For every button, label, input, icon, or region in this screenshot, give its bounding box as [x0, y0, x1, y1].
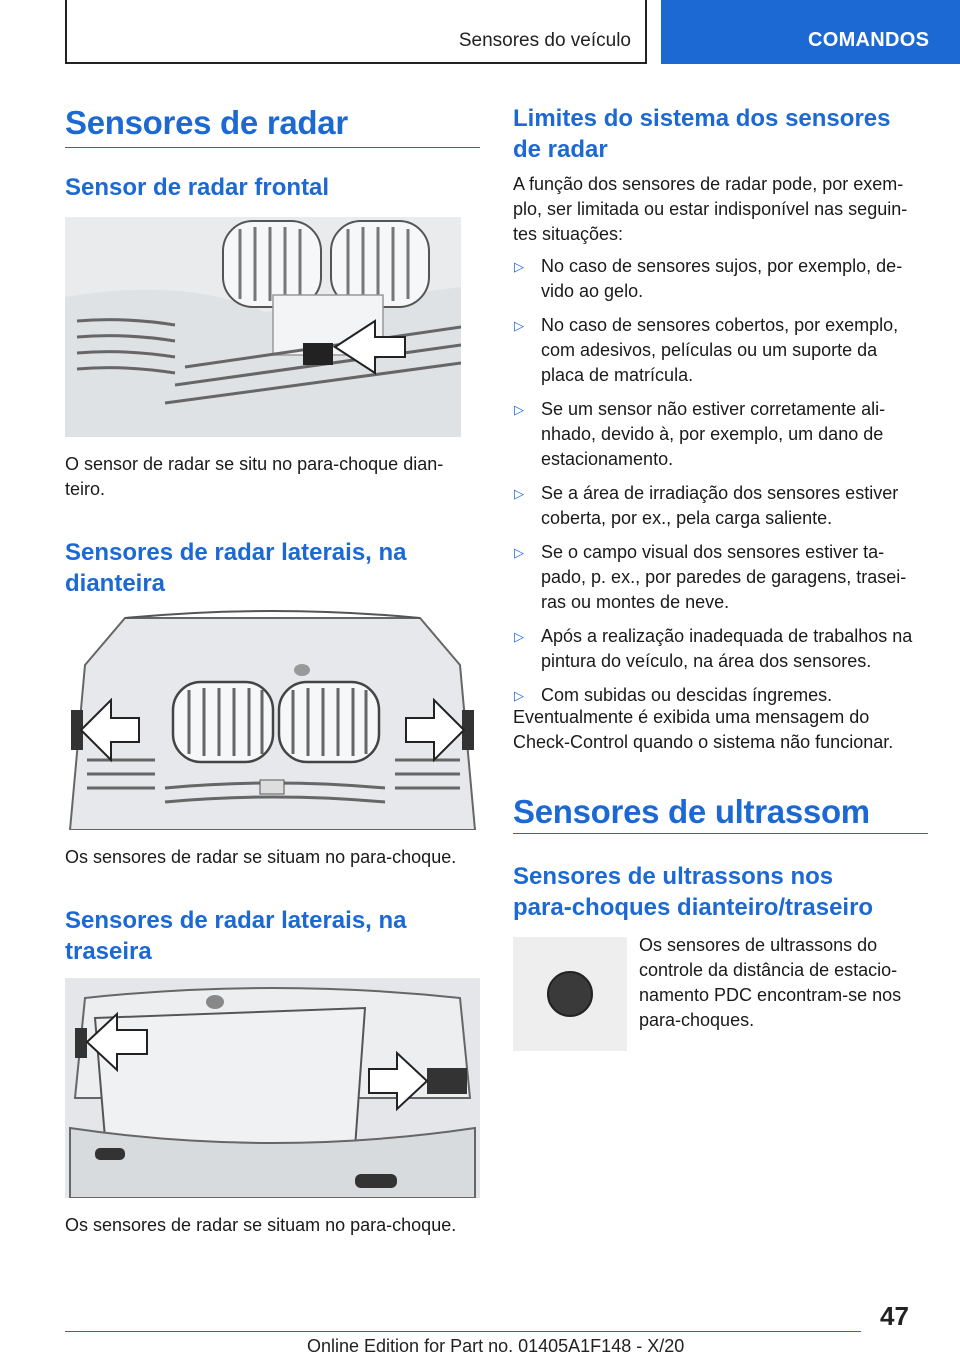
- list-item: [513, 397, 929, 472]
- item-line: coberta, por ex., pela carga saliente.: [541, 508, 833, 528]
- caption-front-radar: [65, 452, 443, 502]
- heading-line: dianteira: [65, 570, 166, 597]
- heading-line: Sensores de radar laterais, na: [65, 907, 407, 934]
- item-line: No caso de sensores cobertos, por exemplo,: [541, 315, 899, 335]
- bullet-triangle-icon: ▷: [514, 629, 524, 644]
- item-line: estacionamento.: [541, 449, 674, 469]
- list-item: [513, 254, 929, 304]
- item-line: Se um sensor não estiver corretamente ali-: [541, 399, 886, 419]
- list-item: [513, 540, 929, 615]
- front-radar-image: [65, 217, 461, 437]
- bullet-triangle-icon: ▷: [514, 486, 524, 501]
- heading-line: para-choques dianteiro/traseiro: [513, 894, 874, 921]
- text-line: para-choques.: [639, 1010, 755, 1030]
- item-line: nhado, devido à, por exemplo, um dano de: [541, 424, 884, 444]
- item-line: ras ou montes de neve.: [541, 592, 730, 612]
- ultrasound-text: [639, 933, 901, 1033]
- intro-line: tes situações:: [513, 224, 624, 244]
- title-ultrasound-sensors: Sensores de ultrassom: [513, 793, 870, 830]
- heading-rear-side-radar: [65, 905, 407, 967]
- rear-side-radar-image: [65, 978, 480, 1198]
- item-line: placa de matrícula.: [541, 365, 694, 385]
- heading-line: Sensores de radar laterais, na: [65, 539, 407, 566]
- heading-line: Limites do sistema dos sensores: [513, 105, 891, 132]
- outro-line: Check-Control quando o sistema não funcionar.: [513, 732, 894, 752]
- item-line: No caso de sensores sujos, por exemplo, de-: [541, 256, 903, 276]
- limits-outro: [513, 705, 893, 755]
- heading-front-side-radar: [65, 537, 407, 599]
- item-line: vido ao gelo.: [541, 281, 644, 301]
- front-side-radar-image: [65, 610, 480, 830]
- footer-rule: [65, 1331, 861, 1332]
- heading-front-radar: Sensor de radar frontal: [65, 174, 330, 201]
- header-chapter-tab: COMANDOS: [661, 0, 960, 64]
- item-line: pado, p. ex., por paredes de garagens, trasei-: [541, 567, 907, 587]
- text-line: namento PDC encontram-se nos: [639, 985, 902, 1005]
- heading-ultrasound-bumpers: [513, 861, 873, 923]
- footer-edition-text: Online Edition for Part no. 01405A1F148 - X/20: [307, 1336, 685, 1356]
- bullet-triangle-icon: ▷: [514, 688, 524, 703]
- caption-front-side-radar: Os sensores de radar se situam no para-choque.: [65, 847, 457, 867]
- list-item: [513, 313, 929, 388]
- intro-line: A função dos sensores de radar pode, por exem-: [513, 174, 904, 194]
- caption-rear-side-radar: Os sensores de radar se situam no para-choque.: [65, 1215, 457, 1235]
- caption-line: O sensor de radar se situ no para-choque dian-: [65, 454, 444, 474]
- item-line: Com subidas ou descidas íngremes.: [541, 685, 833, 705]
- page-number: 47: [880, 1301, 909, 1331]
- title-radar-sensors: Sensores de radar: [65, 104, 348, 141]
- header-section-title: Sensores do veículo: [458, 30, 631, 51]
- intro-line: plo, ser limitada ou estar indisponível nas seguin-: [513, 199, 908, 219]
- item-line: Após a realização inadequada de trabalhos na: [541, 626, 913, 646]
- bullet-triangle-icon: ▷: [514, 259, 524, 274]
- bullet-triangle-icon: ▷: [514, 402, 524, 417]
- text-line: controle da distância de estacio-: [639, 960, 898, 980]
- item-line: Se a área de irradiação dos sensores estiver: [541, 483, 899, 503]
- heading-line: de radar: [513, 136, 608, 163]
- text-line: Os sensores de ultrassons do: [639, 935, 878, 955]
- bullet-triangle-icon: ▷: [514, 318, 524, 333]
- title-rule: [65, 147, 480, 148]
- limits-list: [513, 254, 929, 717]
- outro-line: Eventualmente é exibida uma mensagem do: [513, 707, 870, 727]
- heading-line: traseira: [65, 938, 152, 965]
- caption-line: teiro.: [65, 479, 106, 499]
- list-item: [513, 624, 929, 674]
- limits-intro: [513, 172, 907, 247]
- list-item: [513, 481, 929, 531]
- item-line: com adesivos, películas ou um suporte da: [541, 340, 878, 360]
- ultrasound-sensor-image: [513, 937, 627, 1051]
- item-line: pintura do veículo, na área dos sensores.: [541, 651, 872, 671]
- header-section-box: [65, 0, 647, 64]
- title-rule: [513, 833, 928, 834]
- item-line: Se o campo visual dos sensores estiver ta-: [541, 542, 885, 562]
- heading-radar-limits: [513, 103, 890, 165]
- heading-line: Sensores de ultrassons nos: [513, 863, 834, 890]
- bullet-triangle-icon: ▷: [514, 545, 524, 560]
